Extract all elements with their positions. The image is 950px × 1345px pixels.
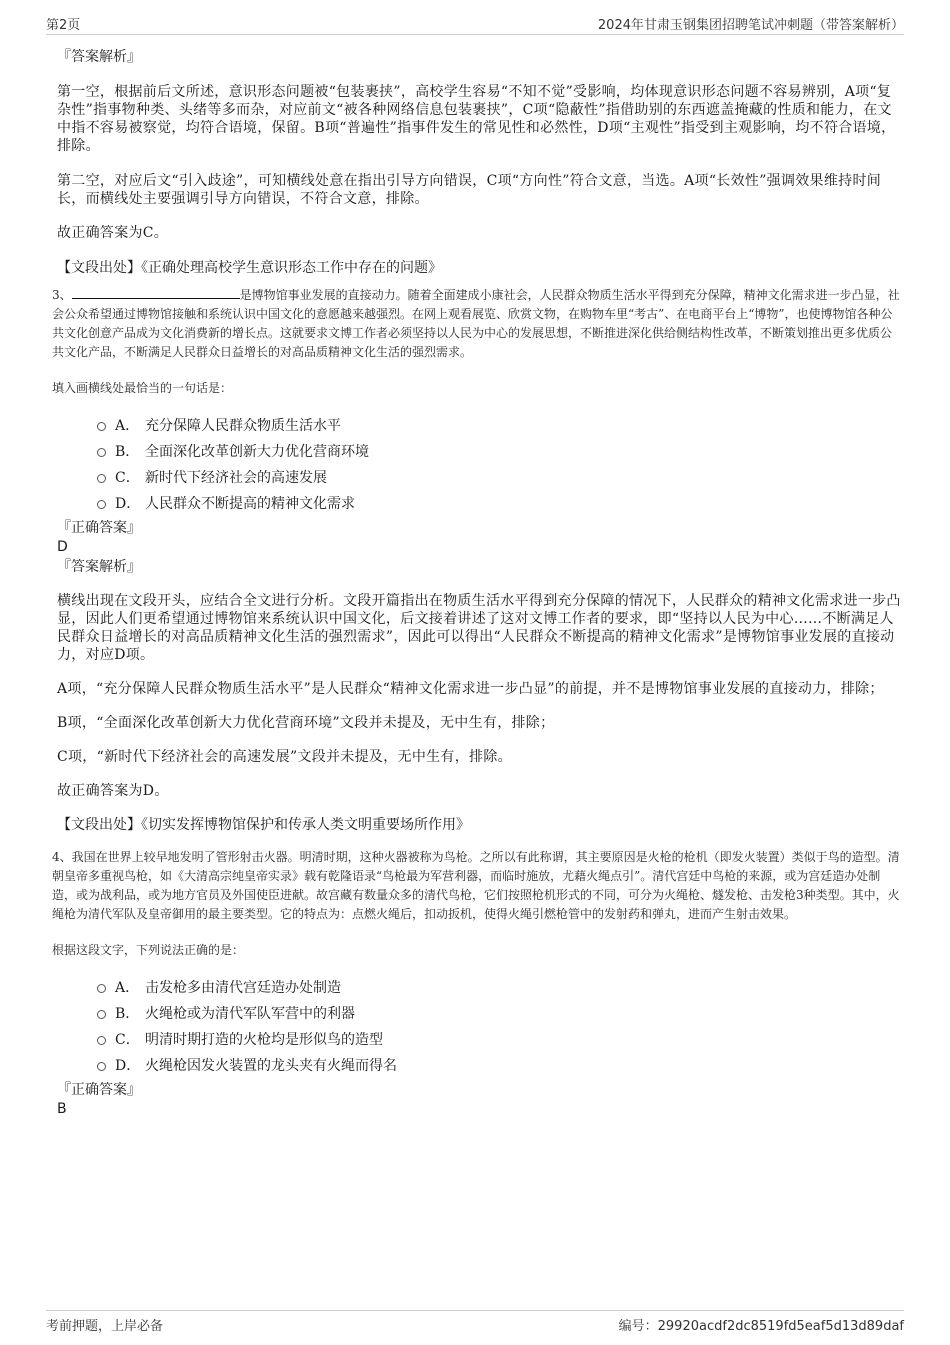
footer-slogan: 考前押题，上岸必备 — [46, 1319, 164, 1334]
q4-option-c[interactable]: C． 明清时期打造的火枪均是形似鸟的造型 — [57, 1027, 902, 1053]
q3-number: 3、 — [52, 288, 72, 302]
q4-answer: B — [57, 1101, 67, 1117]
radio-icon[interactable] — [97, 1036, 106, 1045]
document-code: 编号：29920acdf2dc8519fd5eaf5d13d89daf — [618, 1319, 904, 1334]
q2-conclusion: 故正确答案为C。 — [57, 225, 169, 241]
q2-analysis-label: 『答案解析』 — [57, 49, 141, 65]
q3-prompt: 填入画横线处最恰当的一句话是： — [52, 381, 233, 395]
q3-stem-text: 是博物馆事业发展的直接动力。随着全面建成小康社会，人民群众物质生活水平得到充分保障，精神文化需求进一步凸显，社会公众希望通过博物馆接触和系统认识中国文化的意愿越来越强烈。在网上观看展览、欣赏文物，在购物车里“考古”、在电商平台上“博物”，也使博物馆各种公共文化创意产品成为文化消费新的增长点。这就要求文博工作者必须坚持以人民为中心的发展思想，不断推进深化供给侧结构性改革，不断策划推出更多优质公共文化产品，不断满足人民群众日益增长的对高品质精神文化生活的强烈需求。 — [52, 288, 900, 359]
q4-options — [57, 975, 902, 1079]
page-header — [46, 14, 904, 35]
q3-option-a[interactable]: A． 充分保障人民群众物质生活水平 — [57, 413, 902, 439]
q3-analysis-p2: A项，“充分保障人民群众物质生活水平”是人民群众“精神文化需求进一步凸显”的前提，并不是博物馆事业发展的直接动力，排除； — [57, 681, 884, 697]
document-title: 2024年甘肃玉钢集团招聘笔试冲刺题（带答案解析） — [597, 18, 904, 33]
q4-option-b[interactable]: B． 火绳枪或为清代军队军营中的利器 — [57, 1001, 902, 1027]
q4-prompt: 根据这段文字，下列说法正确的是： — [52, 943, 245, 957]
radio-icon[interactable] — [97, 422, 106, 431]
q3-conclusion: 故正确答案为D。 — [57, 783, 169, 799]
q3-option-d[interactable]: D． 人民群众不断提高的精神文化需求 — [57, 491, 902, 517]
q3-option-b[interactable]: B． 全面深化改革创新大力优化营商环境 — [57, 439, 902, 465]
q4-stem: 4、我国在世界上较早地发明了管形射击火器。明清时期，这种火器被称为鸟枪。之所以有此称谓，其主要原因是火枪的枪机（即发火装置）类似于鸟的造型。清朝皇帝多重视鸟枪，如《大清高宗纯皇帝实录》载有乾隆语录“鸟枪最为军营利器，而临时施放，尤藉火绳点引”。清代宫廷中鸟枪的来源，或为宫廷造办处制造，或为战利品，或为地方官员及外国使臣进献。故宫藏有数量众多的清代鸟枪，它们按照枪机形式的不同，可分为火绳枪、燧发枪、击发枪3种类型。其中，火绳枪为清代军队及皇帝御用的最主要类型。它的特点为：点燃火绳后，扣动扳机，使得火绳引燃枪管中的发射药和弹丸，进而产生射击效果。 — [52, 850, 900, 921]
q2-source: 【文段出处】《正确处理高校学生意识形态工作中存在的问题》 — [57, 260, 442, 276]
q2-analysis-p2: 第二空，对应后文“引入歧途”，可知横线处意在指出引导方向错误，C项“方向性”符合文意，当选。A项“长效性”强调效果维持时间长，而横线处主要强调引导方向错误，不符合文意，排除。 — [57, 173, 882, 207]
q3-analysis-label: 『答案解析』 — [57, 559, 141, 575]
q4-option-a[interactable]: A． 击发枪多由清代宫廷造办处制造 — [57, 975, 902, 1001]
q3-answer: D — [57, 539, 68, 555]
page-footer — [46, 1310, 904, 1335]
radio-icon[interactable] — [97, 984, 106, 993]
q3-stem — [52, 286, 902, 362]
radio-icon[interactable] — [97, 1062, 106, 1071]
q3-analysis-p1: 横线出现在文段开头，应结合全文进行分析。文段开篇指出在物质生活水平得到充分保障的情况下，人民群众的精神文化需求进一步凸显，因此人们更希望通过博物馆来系统认识中国文化，后文接着讲述了这对文博工作者的要求，即“坚持以人民为中心……不断满足人民群众日益增长的对高品质精神文化生活的强烈需求”，因此可以得出“人民群众不断提高的精神文化需求”是博物馆事业发展的直接动力，对应D项。 — [57, 593, 901, 663]
q3-answer-label: 『正确答案』 — [57, 520, 141, 536]
radio-icon[interactable] — [97, 1010, 106, 1019]
q3-source: 【文段出处】《切实发挥博物馆保护和传承人类文明重要场所作用》 — [57, 817, 470, 833]
q3-blank-line — [72, 287, 240, 299]
radio-icon[interactable] — [97, 448, 106, 457]
q3-options — [57, 413, 902, 517]
q3-analysis-p4: C项，“新时代下经济社会的高速发展”文段并未提及，无中生有，排除。 — [57, 749, 512, 765]
q3-analysis-p3: B项，“全面深化改革创新大力优化营商环境”文段并未提及，无中生有，排除； — [57, 715, 555, 731]
q2-analysis-p1: 第一空，根据前后文所述，意识形态问题被“包装裹挟”，高校学生容易“不知不觉”受影响，均体现意识形态问题不容易辨别，A项“复杂性”指事物种类、头绪等多而杂，对应前文“被各种网络信息包装裹挟”，C项“隐蔽性”指借助别的东西遮盖掩藏的性质和能力，在文中指不容易被察觉，均符合语境，保留。B项“普遍性”指事件发生的常见性和必然性，D项“主观性”指受到主观影响，均不符合语境，排除。 — [57, 84, 896, 154]
q4-answer-label: 『正确答案』 — [57, 1082, 141, 1098]
radio-icon[interactable] — [97, 500, 106, 509]
q4-option-d[interactable]: D． 火绳枪因发火装置的龙头夹有火绳而得名 — [57, 1053, 902, 1079]
radio-icon[interactable] — [97, 474, 106, 483]
page-content — [52, 40, 902, 1118]
page-number: 第2页 — [46, 18, 81, 33]
q3-option-c[interactable]: C． 新时代下经济社会的高速发展 — [57, 465, 902, 491]
